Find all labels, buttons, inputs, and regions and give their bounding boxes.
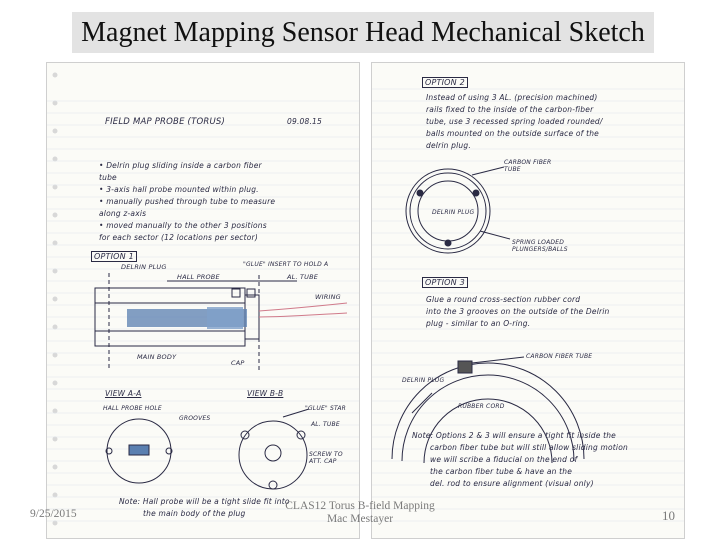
slide-title: Magnet Mapping Sensor Head Mechanical Sketch <box>81 16 645 48</box>
right-note-0: Note: Options 2 & 3 will ensure a tight fit inside the <box>412 431 616 440</box>
label-view-aa: VIEW A-A <box>105 389 142 398</box>
left-bullet-1: tube <box>99 173 117 182</box>
footer-center <box>240 500 480 526</box>
option3-text-1: into the 3 grooves on the outside of the Delrin <box>426 307 610 316</box>
option2-text-4: delrin plug. <box>426 141 471 150</box>
left-heading: FIELD MAP PROBE (TORUS) <box>105 117 225 127</box>
label-delrin-plug-3: DELRIN PLUG <box>402 377 445 384</box>
view-aa-sketch <box>106 419 172 483</box>
probe-side-sketch <box>47 63 359 538</box>
view-bb-sketch <box>239 409 309 489</box>
right-note-1: carbon fiber tube but will still allow sliding motion <box>430 443 628 452</box>
option1-label: OPTION 1 <box>91 251 137 262</box>
label-hall-probe: HALL PROBE <box>177 273 220 281</box>
option3-text-2: plug - similar to an O-ring. <box>426 319 531 328</box>
label-screw: SCREW TO ATT. CAP <box>309 451 343 465</box>
left-bullet-0: • Delrin plug sliding inside a carbon fiber <box>99 161 262 170</box>
label-al-tube: AL. TUBE <box>287 273 319 281</box>
label-grooves: GROOVES <box>179 415 211 422</box>
notebook-page-right <box>371 62 685 539</box>
page-number: 10 <box>662 508 675 523</box>
right-note-4: del. rod to ensure alignment (visual only) <box>430 479 594 488</box>
left-bullet-6: for each sector (12 locations per sector) <box>99 233 258 242</box>
label-rubber-cord: RUBBER CORD <box>458 403 505 410</box>
label-wiring: WIRING <box>315 293 341 301</box>
left-bullet-3: • manually pushed through tube to measure <box>99 197 276 206</box>
left-date: 09.08.15 <box>287 117 322 126</box>
footer-date: 9/25/2015 <box>30 508 77 520</box>
option2-text-0: Instead of using 3 AL. (precision machined) <box>426 93 598 102</box>
label-hall-probe-hole: HALL PROBE HOLE <box>103 405 162 412</box>
left-note-2: the main body of the plug <box>143 509 246 518</box>
label-cap: CAP <box>231 359 245 367</box>
option2-label: OPTION 2 <box>422 77 468 88</box>
option3-text-0: Glue a round cross-section rubber cord <box>426 295 581 304</box>
label-main-body: MAIN BODY <box>137 353 177 361</box>
left-bullet-5: • moved manually to the other 3 positions <box>99 221 267 230</box>
left-bullet-4: along z-axis <box>99 209 147 218</box>
label-delrin-plug: DELRIN PLUG <box>121 263 167 271</box>
label-carbon-fiber-3: CARBON FIBER TUBE <box>526 353 593 360</box>
left-note: Note: Hall probe will be a tight slide fit into <box>119 497 290 506</box>
label-view-bb: VIEW B-B <box>247 389 284 398</box>
label-glue-insert: "GLUE" INSERT TO HOLD A <box>243 261 329 268</box>
footer-title: CLAS12 Torus B-field Mapping <box>285 500 435 512</box>
notebook-page-left <box>46 62 360 539</box>
label-delrin-plug-2: DELRIN PLUG <box>432 209 475 216</box>
footer-author: Mac Mestayer <box>326 513 394 525</box>
label-spring-balls: SPRING LOADED PLUNGERS/BALLS <box>512 239 568 253</box>
option3-label: OPTION 3 <box>422 277 468 288</box>
option2-text-1: rails fixed to the inside of the carbon-fiber <box>426 105 594 114</box>
left-bullet-2: • 3-axis hall probe mounted within plug. <box>99 185 259 194</box>
label-carbon-fiber-tube: CARBON FIBER TUBE <box>504 159 552 173</box>
label-al-tube-2: AL. TUBE <box>311 421 340 428</box>
option2-text-2: tube, use 3 recessed spring loaded rounded/ <box>426 117 603 126</box>
right-note-3: the carbon fiber tube & have an the <box>430 467 573 476</box>
right-note-2: we will scribe a fiducial on the end of <box>430 455 578 464</box>
label-glue-star: "GLUE" STAR <box>305 405 346 412</box>
option2-text-3: balls mounted on the outside surface of the <box>426 129 599 138</box>
